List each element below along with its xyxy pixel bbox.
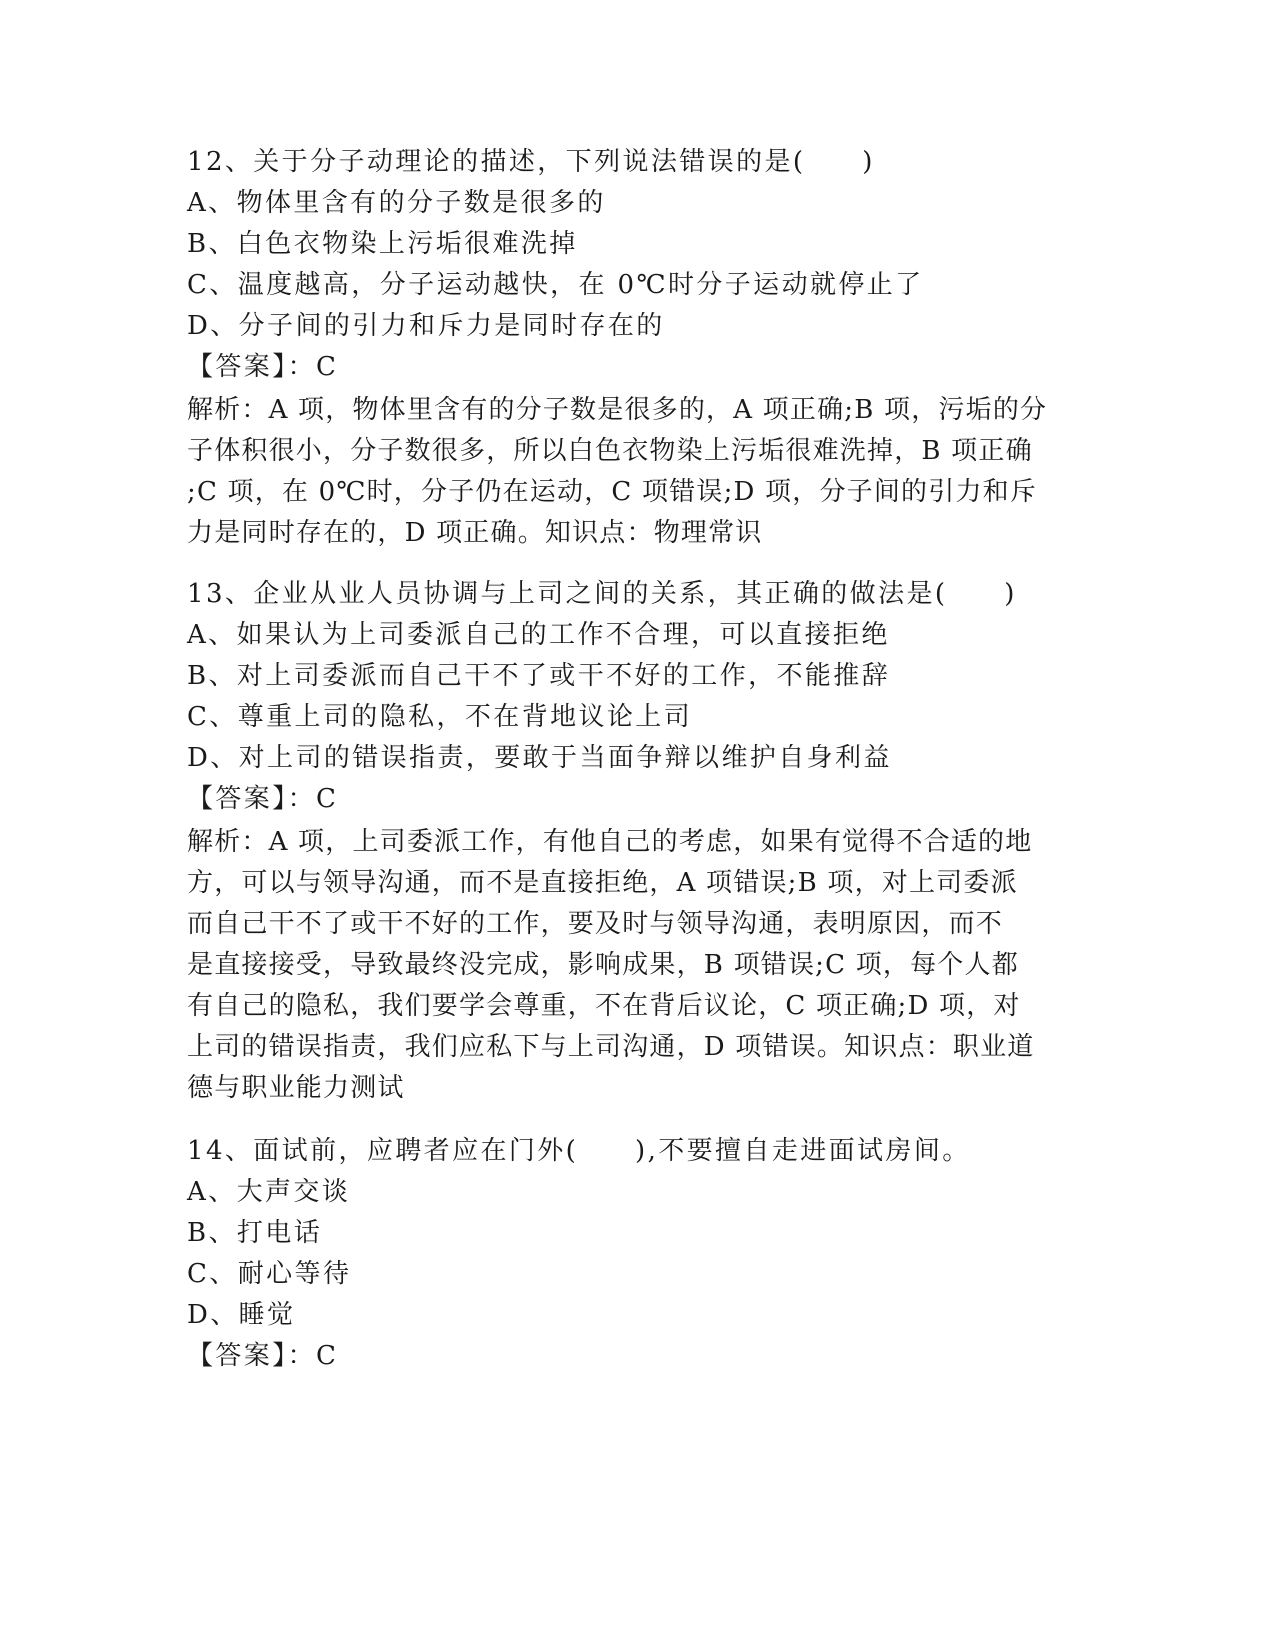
question-13-analysis-line: 德与职业能力测试 [187, 1073, 405, 1103]
question-14-stem: 14、面试前，应聘者应在门外( ),不要擅自走进面试房间。 [187, 1136, 971, 1166]
question-13-analysis-line: 有自己的隐私，我们要学会尊重，不在背后议论，C 项正确;D 项，对 [187, 991, 1021, 1021]
question-12-option-d: D、分子间的引力和斥力是同时存在的 [187, 311, 665, 341]
question-13-analysis-line: 解析：A 项，上司委派工作，有他自己的考虑，如果有觉得不合适的地 [187, 827, 1033, 857]
question-12-option-c: C、温度越高，分子运动越快，在 0℃时分子运动就停止了 [187, 270, 924, 300]
question-12-option-b: B、白色衣物染上污垢很难洗掉 [187, 229, 578, 259]
question-13-analysis-line: 是直接接受，导致最终没完成，影响成果，B 项错误;C 项，每个人都 [187, 950, 1019, 980]
question-13-option-c: C、尊重上司的隐私，不在背地议论上司 [187, 702, 693, 732]
question-13-option-d: D、对上司的错误指责，要敢于当面争辩以维护自身利益 [187, 743, 892, 773]
question-14-option-d: D、睡觉 [187, 1300, 296, 1330]
question-13-stem: 13、企业从业人员协调与上司之间的关系，其正确的做法是( ) [187, 579, 1017, 609]
question-13-answer: 【答案】：C [187, 784, 339, 814]
question-12-analysis-line: 子体积很小，分子数很多，所以白色衣物染上污垢很难洗掉，B 项正确 [187, 436, 1033, 466]
question-12-analysis-line: 力是同时存在的，D 项正确。知识点：物理常识 [187, 518, 763, 548]
question-14-option-b: B、打电话 [187, 1218, 323, 1248]
question-13-analysis-line: 上司的错误指责，我们应私下与上司沟通，D 项错误。知识点：职业道 [187, 1032, 1035, 1062]
question-13-analysis-line: 而自己干不了或干不好的工作，要及时与领导沟通，表明原因，而不 [187, 909, 1004, 939]
question-12-answer: 【答案】：C [187, 352, 339, 382]
question-13-option-a: A、如果认为上司委派自己的工作不合理，可以直接拒绝 [187, 620, 890, 650]
question-14-option-a: A、大声交谈 [187, 1177, 351, 1207]
question-13-option-b: B、对上司委派而自己干不了或干不好的工作，不能推辞 [187, 661, 891, 691]
question-14-answer: 【答案】：C [187, 1341, 339, 1371]
question-12-analysis-line: ;C 项，在 0℃时，分子仍在运动，C 项错误;D 项，分子间的引力和斥 [187, 477, 1038, 507]
question-13-analysis-line: 方，可以与领导沟通，而不是直接拒绝，A 项错误;B 项，对上司委派 [187, 868, 1018, 898]
question-12-option-a: A、物体里含有的分子数是很多的 [187, 188, 606, 218]
question-12-stem: 12、关于分子动理论的描述，下列说法错误的是( ) [187, 147, 875, 177]
question-14-option-c: C、耐心等待 [187, 1259, 352, 1289]
question-12-analysis-line: 解析：A 项，物体里含有的分子数是很多的，A 项正确;B 项，污垢的分 [187, 395, 1048, 425]
